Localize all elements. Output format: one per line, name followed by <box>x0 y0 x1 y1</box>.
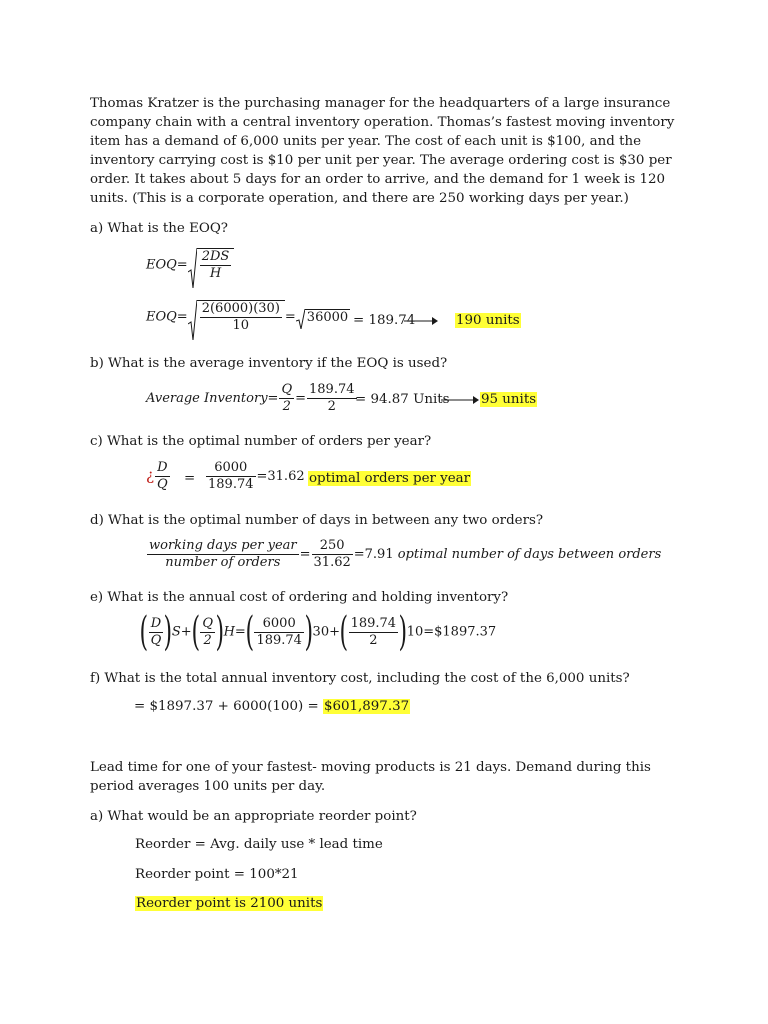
eoq-calc-den: 10 <box>232 318 250 333</box>
days-result: =7.91 <box>353 547 394 562</box>
eoq-sqrt-36000 <box>296 309 350 325</box>
cost-s: S+ <box>171 624 192 640</box>
question-d-days-between-orders: d) What is the optimal number of days in between any two orders? <box>90 513 544 528</box>
eoq-equals: = <box>284 309 296 325</box>
eoq-label-2: EOQ= <box>146 309 188 325</box>
eoq-formula <box>146 248 234 282</box>
orders-equals: = <box>184 471 196 486</box>
days-equals: = <box>299 547 311 562</box>
total-line <box>134 699 410 714</box>
question-b-average-inventory: b) What is the average inventory if the EOQ is used? <box>90 356 448 371</box>
orders-num-d: D <box>155 460 170 477</box>
avg-label: Average Inventory= <box>146 391 279 406</box>
cost-result: 10=$1897.37 <box>406 624 497 640</box>
problem2-question-a: a) What would be an appropriate reorder point? <box>90 809 417 824</box>
reorder-formula: Reorder = Avg. daily use * lead time <box>135 837 383 852</box>
eoq-calc-num: 2(6000)(30) <box>201 301 280 316</box>
problem1-intro: Thomas Kratzer is the purchasing manager for the headquarters of a large insurance company chain with a central inventory operation. Thomas’s fastest moving inventory item has a demand of 6,000 units per year. The cost of each unit is $100, and the inventory carrying cost is $10 per unit per year. The average ordering cost is $30 per order. It takes about 5 days for an order to arrive, and the demand for 1 week is 120 units. (This is a corporate operation, and there are 250 working days per year.) <box>90 96 675 206</box>
days-formula <box>146 538 661 571</box>
cost-d: D <box>149 616 164 633</box>
question-f-total-cost: f) What is the total annual inventory cost, including the cost of the 6,000 units? <box>90 671 630 686</box>
cost-h: H= <box>223 624 246 640</box>
orders-calc <box>205 460 305 493</box>
eoq-num: 2DS <box>201 249 230 264</box>
cost-formula: ( $\frac{D}{Q}$ )S+( $\frac{Q}{2}$ )H=( $\frac{6000}{189.74}$ )30+( $\frac{189.74}{2}$ )10=$1897.37 <box>139 609 497 655</box>
cost-30: 30+ <box>312 624 340 640</box>
arrow-icon <box>404 315 438 327</box>
question-a-eoq: a) What is the EOQ? <box>90 221 228 236</box>
days-den-value: 31.62 <box>313 555 351 570</box>
avg-answer: 95 units <box>481 392 537 407</box>
reorder-calc: Reorder point = 100*21 <box>135 867 299 882</box>
arrow-icon <box>441 394 479 406</box>
question-e-annual-cost: e) What is the annual cost of ordering and holding inventory? <box>90 590 509 605</box>
avg-result: = 94.87 Units <box>355 392 450 407</box>
eoq-label: EOQ= <box>146 257 188 273</box>
eoq-sqrt-value: 36000 <box>306 310 349 325</box>
avg-num-q: Q <box>281 382 293 397</box>
eoq-den: H <box>209 266 222 281</box>
orders-result: =31.62 <box>256 469 305 484</box>
cost-den-18974: 189.74 <box>256 632 302 648</box>
total-answer: $601,897.37 <box>323 699 410 714</box>
cost-num-18974: 189.74 <box>350 615 397 631</box>
eoq-result: = 189.74 <box>353 313 416 328</box>
orders-glyph: ¿ <box>146 466 155 484</box>
cost-num-6000: 6000 <box>254 616 304 633</box>
avg-inventory-formula <box>146 382 358 415</box>
reorder-answer: Reorder point is 2100 units <box>136 896 323 911</box>
eoq-calculation <box>146 300 350 334</box>
days-num-value: 250 <box>312 538 353 555</box>
eoq-answer: 190 units <box>456 313 520 328</box>
problem2-intro: Lead time for one of your fastest- moving products is 21 days. Demand during this period averages 100 units per day. <box>90 760 651 794</box>
avg-num-value: 189.74 <box>309 382 355 397</box>
days-num-label: working days per year <box>149 538 297 553</box>
cost-2: 2 <box>203 632 212 648</box>
orders-answer: optimal orders per year <box>309 471 471 486</box>
orders-formula <box>146 460 171 493</box>
orders-den-value: 189.74 <box>208 477 254 492</box>
cost-q2: Q <box>202 615 213 631</box>
cost-q: Q <box>150 632 162 648</box>
eoq-sqrt <box>188 248 235 282</box>
days-den-label: number of orders <box>165 555 281 570</box>
avg-equals: = <box>295 391 307 406</box>
orders-den-q: Q <box>157 477 168 492</box>
eoq-calc-sqrt <box>188 300 285 334</box>
days-result-label: optimal number of days between orders <box>397 547 662 562</box>
question-c-orders-per-year: c) What is the optimal number of orders per year? <box>90 434 432 449</box>
avg-den-value: 2 <box>327 399 336 414</box>
orders-num-value: 6000 <box>206 460 256 477</box>
avg-den-2: 2 <box>282 399 291 414</box>
total-calc: = $1897.37 + 6000(100) = <box>134 699 319 714</box>
cost-den-2: 2 <box>369 632 378 648</box>
